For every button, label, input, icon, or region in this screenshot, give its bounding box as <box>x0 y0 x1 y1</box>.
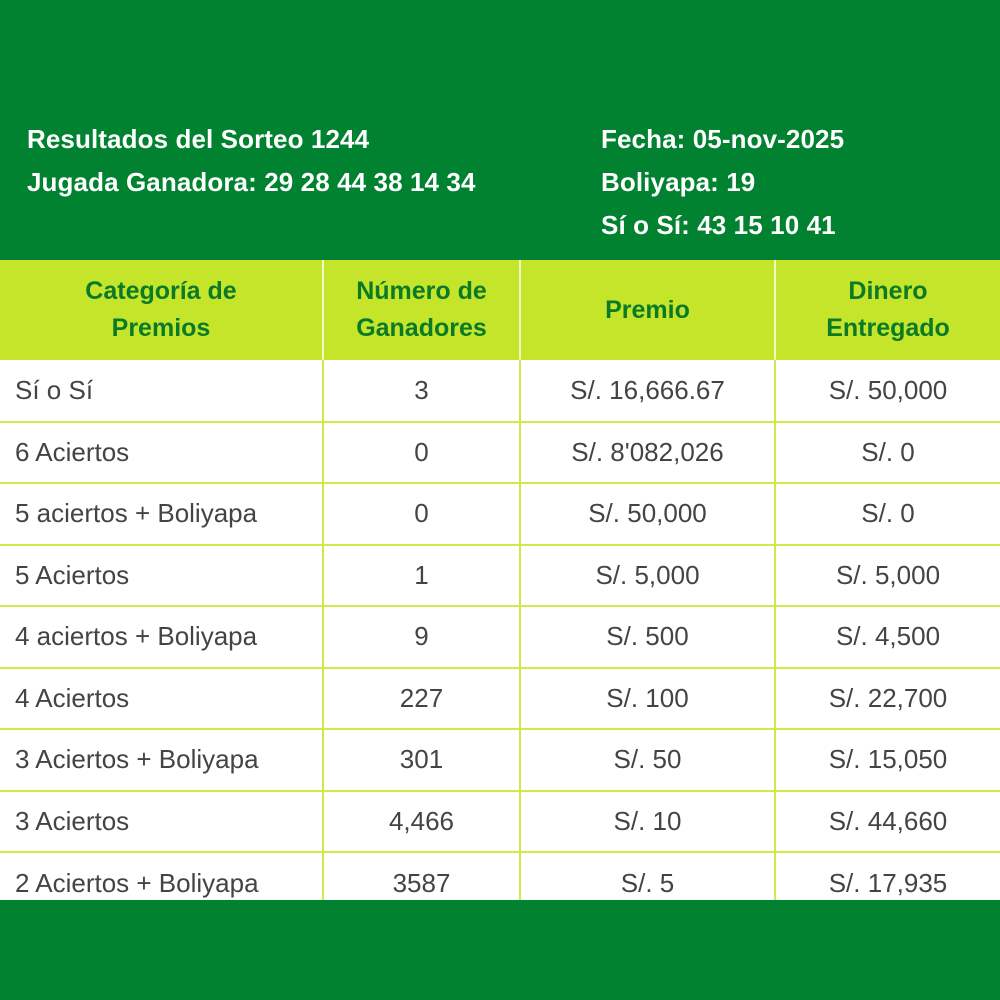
prize-table-container <box>0 260 1000 900</box>
cell-winners: 3 <box>323 360 520 422</box>
table-row <box>0 791 1000 853</box>
cell-category: 4 Aciertos <box>0 668 323 730</box>
table-row <box>0 483 1000 545</box>
cell-winners: 1 <box>323 545 520 607</box>
cell-paid: S/. 17,935 <box>775 852 1000 900</box>
cell-prize: S/. 10 <box>520 791 775 853</box>
si-o-si-numbers: Sí o Sí: 43 15 10 41 <box>601 210 836 240</box>
cell-category: 5 Aciertos <box>0 545 323 607</box>
table-header-row <box>0 260 1000 360</box>
cell-winners: 0 <box>323 422 520 484</box>
table-row <box>0 360 1000 422</box>
cell-category: 2 Aciertos + Boliyapa <box>0 852 323 900</box>
cell-paid: S/. 15,050 <box>775 729 1000 791</box>
cell-winners: 9 <box>323 606 520 668</box>
cell-paid: S/. 4,500 <box>775 606 1000 668</box>
cell-paid: S/. 44,660 <box>775 791 1000 853</box>
cell-prize: S/. 5,000 <box>520 545 775 607</box>
results-header-band <box>0 0 1000 260</box>
cell-category: 6 Aciertos <box>0 422 323 484</box>
column-header-paid: Dinero Entregado <box>775 260 1000 360</box>
cell-category: Sí o Sí <box>15 374 94 405</box>
cell-prize: S/. 50,000 <box>520 483 775 545</box>
table-row <box>0 606 1000 668</box>
cell-category: 3 Aciertos <box>0 791 323 853</box>
table-row <box>0 668 1000 730</box>
cell-prize: S/. 8'082,026 <box>520 422 775 484</box>
cell-prize: S/. 50 <box>520 729 775 791</box>
table-row <box>0 852 1000 900</box>
cell-winners: 4,466 <box>323 791 520 853</box>
footer-band <box>0 900 1000 1000</box>
draw-title: Resultados del Sorteo 1244 <box>27 124 370 154</box>
cell-winners: 301 <box>323 729 520 791</box>
cell-prize: S/. 100 <box>520 668 775 730</box>
cell-category: 5 aciertos + Boliyapa <box>0 483 323 545</box>
cell-paid: S/. 22,700 <box>775 668 1000 730</box>
cell-paid: S/. 0 <box>775 422 1000 484</box>
cell-paid: S/. 50,000 <box>775 360 1000 422</box>
winning-numbers: Jugada Ganadora: 29 28 44 38 14 34 <box>27 167 476 197</box>
draw-info-right <box>601 118 844 247</box>
cell-paid: S/. 0 <box>775 483 1000 545</box>
column-header-prize: Premio <box>520 260 775 360</box>
cell-prize: S/. 500 <box>520 606 775 668</box>
cell-winners: 227 <box>323 668 520 730</box>
cell-paid: S/. 5,000 <box>775 545 1000 607</box>
boliyapa-number: Boliyapa: 19 <box>601 167 756 197</box>
column-header-category: Categoría de Premios <box>0 260 323 360</box>
prize-table <box>0 260 1000 900</box>
cell-winners: 0 <box>323 483 520 545</box>
draw-date: Fecha: 05-nov-2025 <box>601 124 845 154</box>
table-row <box>0 545 1000 607</box>
cell-category: 3 Aciertos + Boliyapa <box>0 729 323 791</box>
cell-prize: S/. 16,666.67 <box>520 360 775 422</box>
cell-prize: S/. 5 <box>520 852 775 900</box>
cell-winners: 3587 <box>323 852 520 900</box>
draw-info-left <box>27 118 476 204</box>
table-row <box>0 422 1000 484</box>
cell-category: 4 aciertos + Boliyapa <box>0 606 323 668</box>
column-header-winners: Número de Ganadores <box>323 260 520 360</box>
table-row <box>0 729 1000 791</box>
